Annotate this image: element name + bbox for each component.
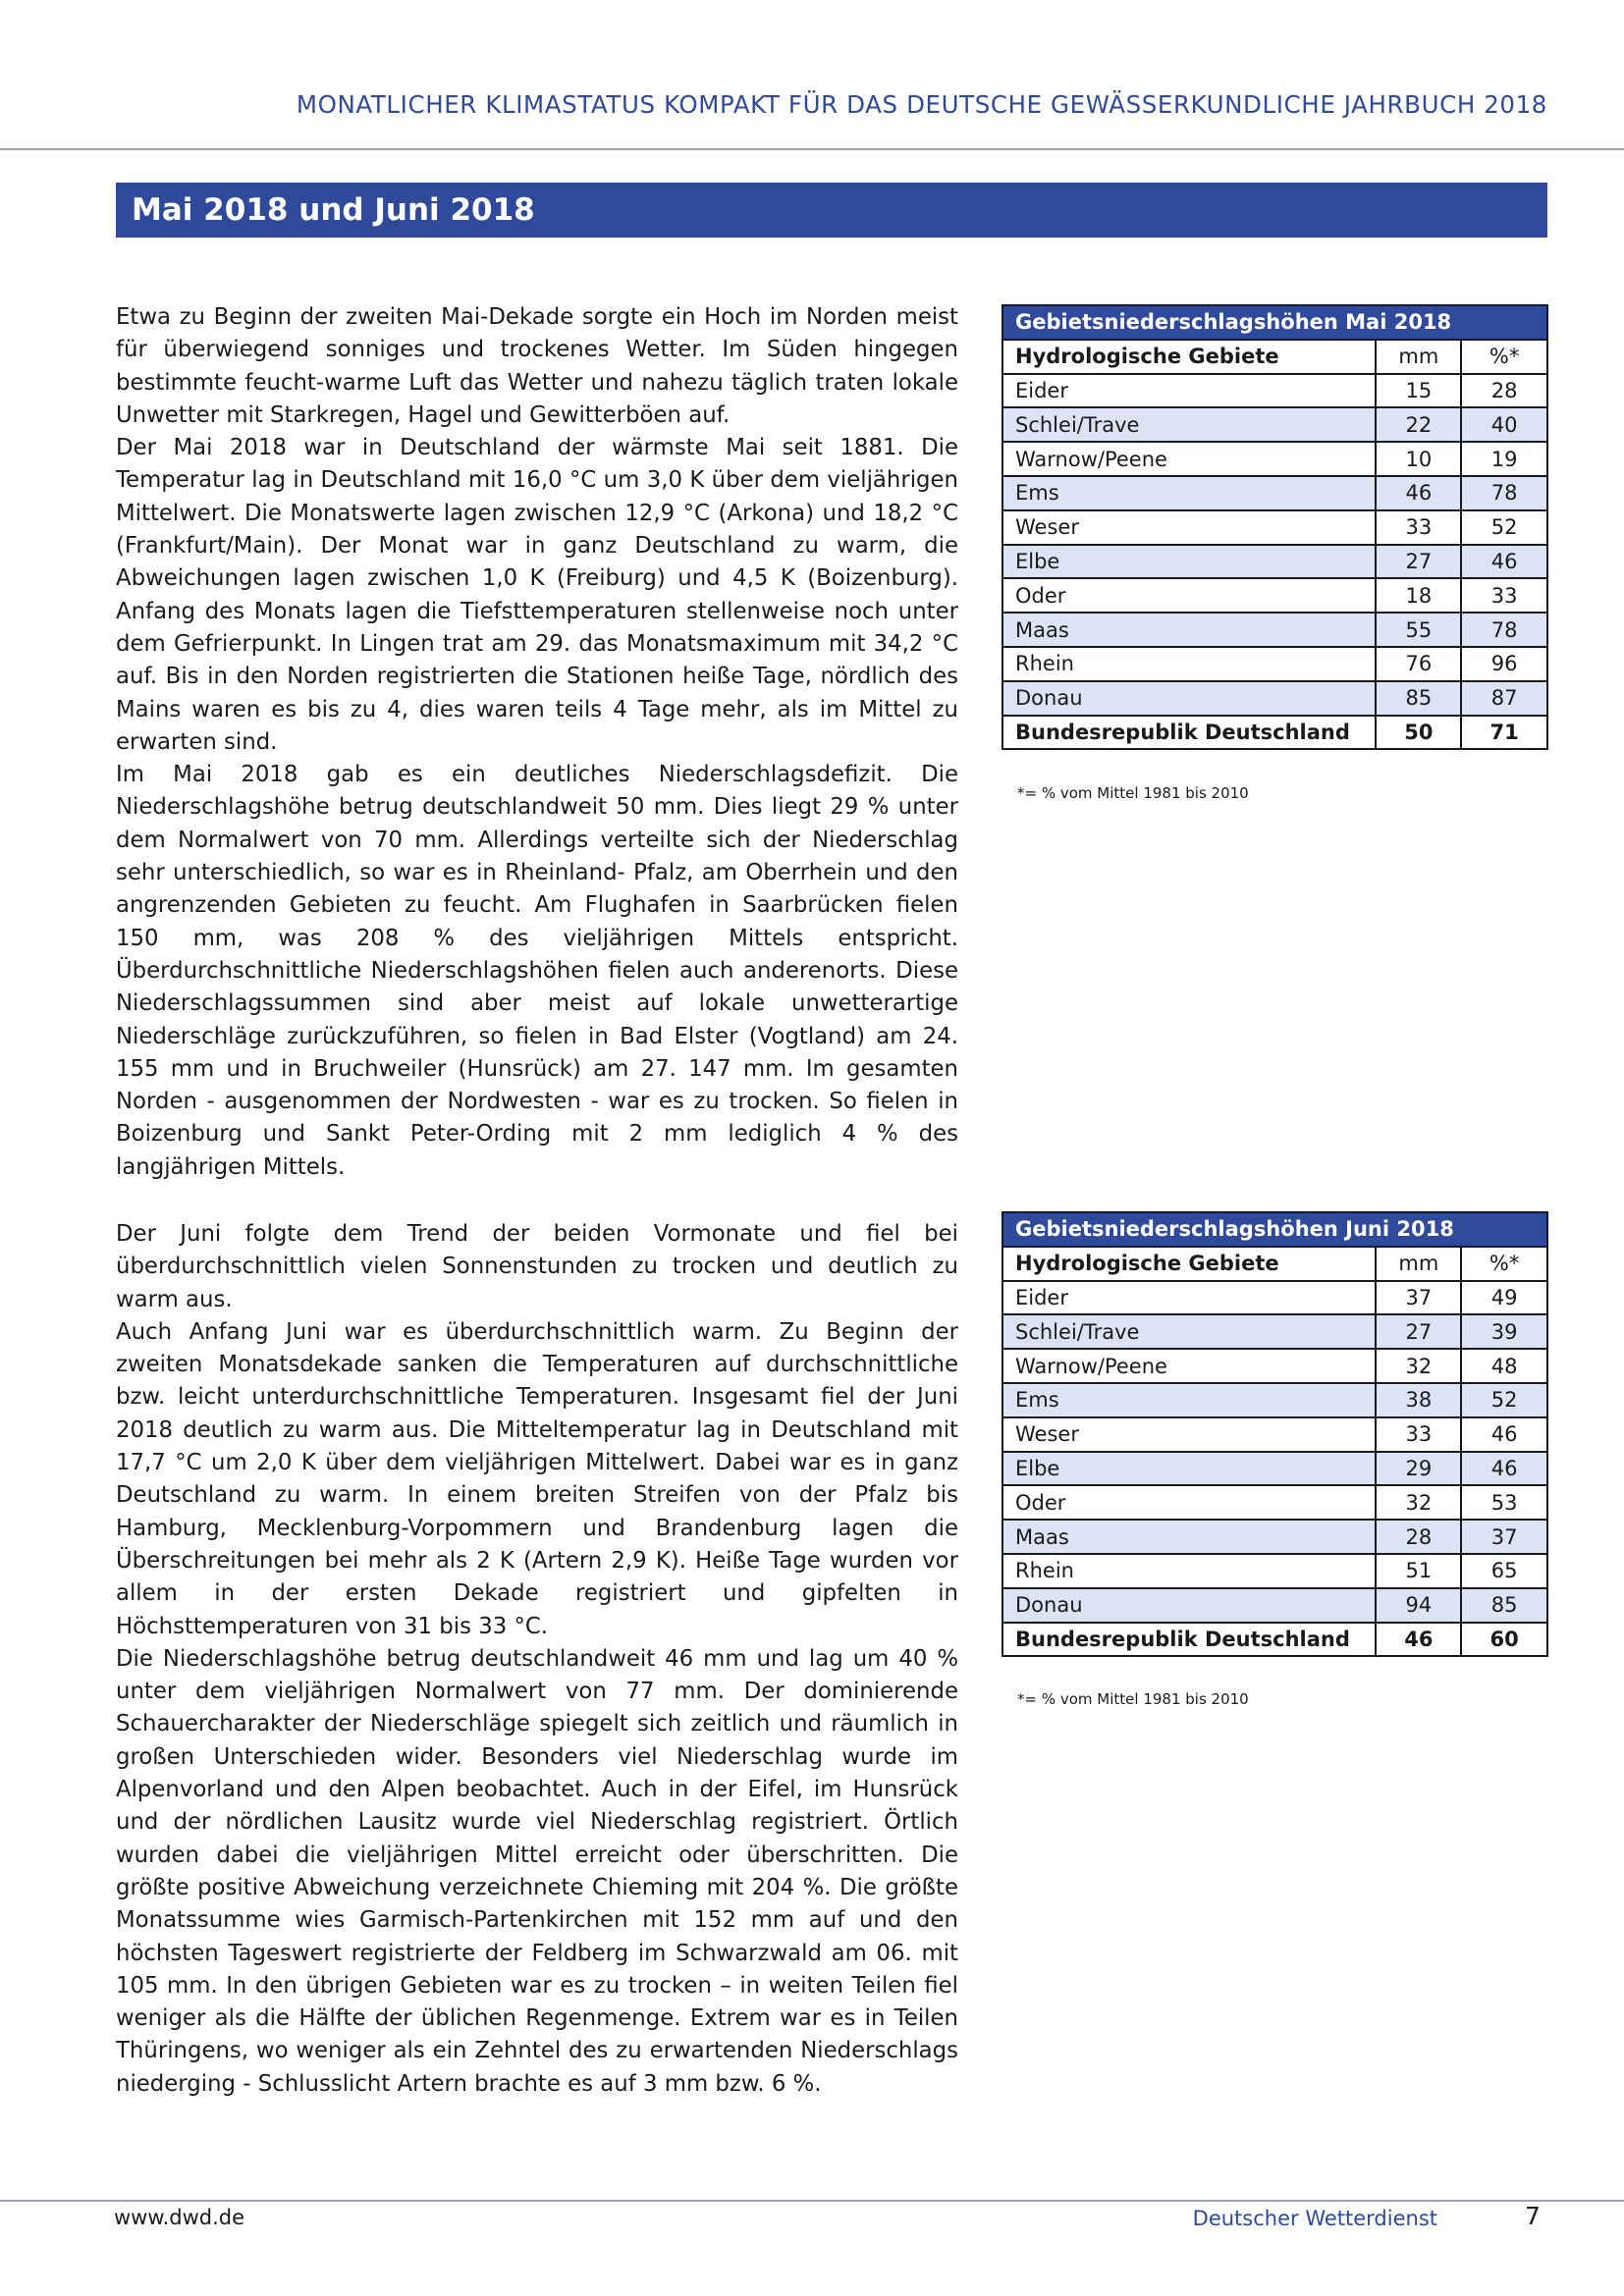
table-row [1002, 1485, 1547, 1520]
column-header-percent: %* [1461, 1247, 1547, 1281]
percent-cell: 52 [1461, 510, 1547, 545]
table-row [1002, 1349, 1547, 1383]
mm-cell: 33 [1376, 1417, 1461, 1452]
may-precipitation-table [1001, 304, 1548, 750]
region-cell: Rhein [1002, 647, 1376, 681]
percent-cell: 96 [1461, 647, 1547, 681]
table-total-row [1002, 1623, 1547, 1657]
region-cell: Weser [1002, 510, 1376, 545]
total-percent: 71 [1461, 716, 1547, 750]
percent-cell: 40 [1461, 407, 1547, 442]
percent-cell: 37 [1461, 1520, 1547, 1554]
table-row [1002, 510, 1547, 545]
may-paragraph-3: Im Mai 2018 gab es ein deutliches Niederschlagsdefizit. Die Niederschlagshöhe betrug deutschlandweit 50 mm. Dies liegt 29 % unter dem Normalwert von 70 mm. Allerdings verteilte sich der Niederschlag sehr unterschiedlich, so war es in Rheinland- Pfalz, am Oberrhein und den angrenzenden Gebieten zu feucht. Am Flughafen in Saarbrücken fielen 150 mm, was 208 % des vieljährigen Mittels entspricht. Überdurchschnittliche Niederschlagshöhen fielen auch anderenorts. Diese Niederschlagssummen sind aber meist auf lokale unwetterartige Niederschläge zurückzuführen, so fielen in Bad Elster (Vogtland) am 24. 155 mm und in Bruchweiler (Hunsrück) am 27. 147 mm. Im gesamten Norden - ausgenommen der Nordwesten - war es zu trocken. So fielen in Boizenburg und Sankt Peter-Ording mit 2 mm lediglich 4 % des langjährigen Mittels. [116, 762, 958, 1180]
percent-cell: 28 [1461, 374, 1547, 408]
table-row [1002, 442, 1547, 476]
column-header-region: Hydrologische Gebiete [1002, 340, 1376, 374]
region-cell: Elbe [1002, 1452, 1376, 1486]
table-row [1002, 476, 1547, 510]
footer-url[interactable]: www.dwd.de [114, 2206, 245, 2229]
region-cell: Schlei/Trave [1002, 407, 1376, 442]
percent-cell: 78 [1461, 613, 1547, 647]
region-cell: Ems [1002, 476, 1376, 510]
percent-cell: 53 [1461, 1485, 1547, 1520]
region-cell: Warnow/Peene [1002, 442, 1376, 476]
mm-cell: 32 [1376, 1349, 1461, 1383]
total-name: Bundesrepublik Deutschland [1002, 1623, 1376, 1657]
mm-cell: 33 [1376, 510, 1461, 545]
column-header-mm: mm [1376, 1247, 1461, 1281]
june-footnote: *= % vom Mittel 1981 bis 2010 [1017, 1690, 1249, 1708]
total-mm: 46 [1376, 1623, 1461, 1657]
page-number: 7 [1525, 2202, 1541, 2230]
table-row [1002, 1452, 1547, 1486]
table-row [1002, 1281, 1547, 1315]
column-header-percent: %* [1461, 340, 1547, 374]
table-total-row [1002, 716, 1547, 750]
table-row [1002, 1383, 1547, 1417]
percent-cell: 19 [1461, 442, 1547, 476]
region-cell: Rhein [1002, 1554, 1376, 1588]
mm-cell: 29 [1376, 1452, 1461, 1486]
mm-cell: 28 [1376, 1520, 1461, 1554]
may-footnote: *= % vom Mittel 1981 bis 2010 [1017, 784, 1249, 802]
percent-cell: 46 [1461, 1417, 1547, 1452]
section-title: Mai 2018 und Juni 2018 [116, 183, 1547, 238]
table-header-row [1002, 1247, 1547, 1281]
footer-organization: Deutscher Wetterdienst [1192, 2207, 1437, 2230]
region-cell: Donau [1002, 1588, 1376, 1623]
region-cell: Schlei/Trave [1002, 1314, 1376, 1349]
percent-cell: 87 [1461, 681, 1547, 716]
percent-cell: 46 [1461, 1452, 1547, 1486]
mm-cell: 27 [1376, 545, 1461, 579]
may-paragraph-1: Etwa zu Beginn der zweiten Mai-Dekade sorgte ein Hoch im Norden meist für überwiegend sonniges und trockenes Wetter. Im Süden hingegen bestimmte feucht-warme Luft das Wetter und nahezu täglich traten lokale Unwetter mit Starkregen, Hagel und Gewitterböen auf. [116, 304, 958, 428]
table-body [1002, 374, 1547, 716]
table-row [1002, 1554, 1547, 1588]
region-cell: Oder [1002, 1485, 1376, 1520]
table-row [1002, 647, 1547, 681]
mm-cell: 10 [1376, 442, 1461, 476]
table-row [1002, 578, 1547, 613]
percent-cell: 39 [1461, 1314, 1547, 1349]
june-text [116, 1218, 958, 2101]
june-paragraph-2: Auch Anfang Juni war es überdurchschnittlich warm. Zu Beginn der zweiten Monatsdekade sanken die Temperaturen auf durchschnittliche bzw. leicht unterdurchschnittliche Temperaturen. Insgesamt fiel der Juni 2018 deutlich zu warm aus. Die Mitteltemperatur lag in Deutschland mit 17,7 °C um 2,0 K über dem vieljährigen Mittelwert. Dabei war es in ganz Deutschland zu warm. In einem breiten Streifen von der Pfalz bis Hamburg, Mecklenburg-Vorpommern und Brandenburg lagen die Überschreitungen bei mehr als 2 K (Artern 2,9 K). Heiße Tage wurden vor allem in der ersten Dekade registriert und gipfelten in Höchsttemperaturen von 31 bis 33 °C. [116, 1318, 958, 1639]
column-header-mm: mm [1376, 340, 1461, 374]
june-paragraph-1: Der Juni folgte dem Trend der beiden Vormonate und fiel bei überdurchschnittlich vielen Sonnenstunden zu trocken und deutlich zu warm aus. [116, 1221, 958, 1312]
percent-cell: 85 [1461, 1588, 1547, 1623]
mm-cell: 18 [1376, 578, 1461, 613]
region-cell: Oder [1002, 578, 1376, 613]
region-cell: Eider [1002, 374, 1376, 408]
table-body [1002, 1281, 1547, 1623]
footer-divider [0, 2200, 1624, 2202]
june-paragraph-3: Die Niederschlagshöhe betrug deutschlandweit 46 mm und lag um 40 % unter dem vieljährigen Normalwert von 77 mm. Der dominierende Schauercharakter der Niederschläge spiegelt sich zeitlich und räumlich in großen Unterschieden wider. Besonders viel Niederschlag wurde im Alpenvorland und den Alpen beobachtet. Auch in der Eifel, im Hunsrück und der nördlichen Lausitz wurde viel Niederschlag registriert. Örtlich wurden dabei die vieljährigen Mittel erreicht oder überschritten. Die größte positive Abweichung verzeichnete Chieming mit 204 %. Die größte Monatssumme wies Garmisch-Partenkirchen mit 152 mm auf und den höchsten Tageswert registrierte der Feldberg im Schwarzwald am 06. mit 105 mm. In den übrigen Gebieten war es zu trocken – in weiten Teilen fiel weniger als die Hälfte der üblichen Regenmenge. Extrem war es in Teilen Thüringens, wo weniger als ein Zehntel des zu erwartenden Niederschlags niederging - Schlusslicht Artern brachte es auf 3 mm bzw. 6 %. [116, 1645, 958, 2097]
table-row [1002, 545, 1547, 579]
percent-cell: 65 [1461, 1554, 1547, 1588]
table-header-row [1002, 340, 1547, 374]
percent-cell: 46 [1461, 545, 1547, 579]
region-cell: Maas [1002, 613, 1376, 647]
header-title: MONATLICHER KLIMASTATUS KOMPAKT FÜR DAS DEUTSCHE GEWÄSSERKUNDLICHE JAHRBUCH 2018 [296, 90, 1547, 119]
region-cell: Ems [1002, 1383, 1376, 1417]
table-title: Gebietsniederschlagshöhen Mai 2018 [1002, 305, 1547, 340]
percent-cell: 49 [1461, 1281, 1547, 1315]
table-row [1002, 1588, 1547, 1623]
percent-cell: 33 [1461, 578, 1547, 613]
mm-cell: 38 [1376, 1383, 1461, 1417]
region-cell: Donau [1002, 681, 1376, 716]
mm-cell: 22 [1376, 407, 1461, 442]
june-precipitation-table [1001, 1211, 1548, 1657]
region-cell: Warnow/Peene [1002, 1349, 1376, 1383]
table-row [1002, 407, 1547, 442]
column-header-region: Hydrologische Gebiete [1002, 1247, 1376, 1281]
table-row [1002, 374, 1547, 408]
mm-cell: 27 [1376, 1314, 1461, 1349]
mm-cell: 32 [1376, 1485, 1461, 1520]
mm-cell: 94 [1376, 1588, 1461, 1623]
mm-cell: 85 [1376, 681, 1461, 716]
mm-cell: 46 [1376, 476, 1461, 510]
total-percent: 60 [1461, 1623, 1547, 1657]
total-name: Bundesrepublik Deutschland [1002, 716, 1376, 750]
region-cell: Eider [1002, 1281, 1376, 1315]
region-cell: Weser [1002, 1417, 1376, 1452]
table-row [1002, 681, 1547, 716]
mm-cell: 15 [1376, 374, 1461, 408]
mm-cell: 76 [1376, 647, 1461, 681]
region-cell: Maas [1002, 1520, 1376, 1554]
header-divider [0, 148, 1624, 150]
may-paragraph-2: Der Mai 2018 war in Deutschland der wärmste Mai seit 1881. Die Temperatur lag in Deutschland mit 16,0 °C um 3,0 K über dem vieljährigen Mittelwert. Die Monatswerte lagen zwischen 12,9 °C (Arkona) und 18,2 °C (Frankfurt/Main). Der Monat war in ganz Deutschland zu warm, die Abweichungen lagen zwischen 1,0 K (Freiburg) und 4,5 K (Boizenburg). Anfang des Monats lagen die Tiefsttemperaturen stellenweise noch unter dem Gefrierpunkt. In Lingen trat am 29. das Monatsmaximum mit 34,2 °C auf. Bis in den Norden registrierten die Stationen heiße Tage, nördlich des Mains waren es bis zu 4, dies waren teils 4 Tage mehr, als im Mittel zu erwarten sind. [116, 435, 958, 755]
table-row [1002, 613, 1547, 647]
mm-cell: 55 [1376, 613, 1461, 647]
table-row [1002, 1520, 1547, 1554]
mm-cell: 37 [1376, 1281, 1461, 1315]
mm-cell: 51 [1376, 1554, 1461, 1588]
table-row [1002, 1417, 1547, 1452]
region-cell: Elbe [1002, 545, 1376, 579]
percent-cell: 52 [1461, 1383, 1547, 1417]
percent-cell: 78 [1461, 476, 1547, 510]
table-title: Gebietsniederschlagshöhen Juni 2018 [1002, 1212, 1547, 1247]
may-text [116, 301, 958, 1184]
table-row [1002, 1314, 1547, 1349]
total-mm: 50 [1376, 716, 1461, 750]
percent-cell: 48 [1461, 1349, 1547, 1383]
